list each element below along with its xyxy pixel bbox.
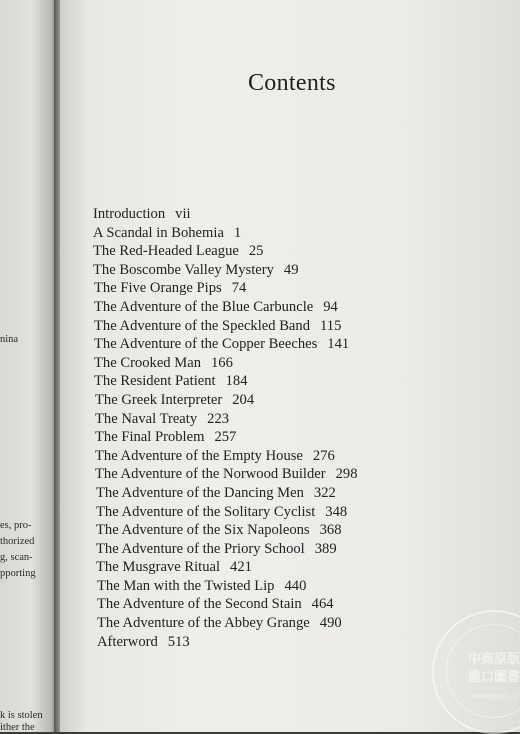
watermark-line-1: 中商原版 bbox=[467, 652, 520, 667]
toc-entry bbox=[94, 354, 513, 373]
toc-entry bbox=[93, 205, 513, 224]
toc-entry-page: 166 bbox=[211, 354, 233, 371]
toc-entry-page: 94 bbox=[323, 298, 338, 315]
toc-entry bbox=[94, 317, 513, 336]
toc-entry-page: 464 bbox=[311, 596, 334, 613]
toc-entry bbox=[96, 503, 513, 522]
toc-entry-page: 74 bbox=[231, 280, 247, 297]
toc-entry bbox=[96, 558, 513, 577]
toc-entry-page: 348 bbox=[325, 503, 348, 520]
toc-entry-title: The Naval Treaty bbox=[95, 410, 198, 427]
toc-entry-title: The Adventure of the Dancing Men bbox=[96, 484, 304, 501]
toc-entry-title: The Resident Patient bbox=[94, 373, 216, 390]
left-page bbox=[0, 0, 58, 732]
toc-entry-title: The Adventure of the Abbey Grange bbox=[97, 615, 310, 632]
left-page-text-fragment: g, scan- bbox=[0, 552, 33, 563]
toc-entry-page: 204 bbox=[232, 391, 255, 408]
left-page-text-fragment: es, pro- bbox=[0, 520, 32, 531]
toc-entry bbox=[95, 391, 513, 410]
page-title: Contents bbox=[248, 70, 336, 96]
toc-entry-title: The Adventure of the Copper Beeches bbox=[94, 336, 318, 353]
toc-entry-page: 421 bbox=[230, 559, 252, 576]
toc-entry bbox=[94, 279, 513, 298]
left-page-text-fragment: pporting bbox=[0, 568, 36, 579]
toc-entry bbox=[96, 484, 513, 503]
toc-entry bbox=[93, 224, 513, 243]
toc-entry-page: vii bbox=[175, 206, 191, 222]
toc-entry-title: The Final Problem bbox=[95, 429, 205, 446]
toc-entry-page: 490 bbox=[319, 615, 342, 632]
toc-entry bbox=[95, 410, 513, 429]
toc-entry-page: 1 bbox=[233, 224, 242, 241]
toc-entry bbox=[94, 335, 513, 354]
toc-entry bbox=[93, 261, 513, 280]
toc-entry bbox=[94, 298, 513, 317]
toc-entry-page: 389 bbox=[314, 540, 337, 557]
table-of-contents bbox=[93, 205, 513, 651]
left-page-text-fragment: nina bbox=[0, 334, 19, 345]
toc-entry-title: The Musgrave Ritual bbox=[96, 559, 221, 576]
toc-entry-title: A Scandal in Bohemia bbox=[93, 224, 224, 241]
toc-entry-page: 276 bbox=[312, 447, 335, 464]
toc-entry-title: The Greek Interpreter bbox=[95, 391, 223, 408]
toc-entry-page: 141 bbox=[327, 336, 350, 353]
toc-entry-page: 298 bbox=[335, 466, 358, 483]
toc-entry-title: The Adventure of the Empty House bbox=[95, 447, 303, 464]
toc-entry-page: 322 bbox=[313, 484, 336, 501]
left-page-text-fragment: k is stolen bbox=[0, 710, 43, 721]
toc-entry-page: 513 bbox=[167, 633, 190, 650]
toc-entry-title: Introduction bbox=[93, 206, 166, 222]
watermark-line-2: 進口圖書 bbox=[467, 670, 520, 685]
toc-entry bbox=[94, 372, 513, 391]
toc-entry-title: The Man with the Twisted Lip bbox=[97, 577, 275, 594]
toc-entry bbox=[97, 595, 513, 614]
toc-entry-title: The Crooked Man bbox=[94, 354, 201, 371]
toc-entry-title: The Adventure of the Norwood Builder bbox=[95, 466, 326, 483]
toc-entry bbox=[96, 540, 513, 559]
toc-entry bbox=[97, 577, 513, 596]
left-page-text-fragment: thorized bbox=[0, 536, 35, 547]
toc-entry-title: The Adventure of the Second Stain bbox=[97, 596, 302, 613]
toc-entry-title: The Adventure of the Blue Carbuncle bbox=[94, 298, 314, 315]
toc-entry-page: 440 bbox=[284, 577, 307, 594]
right-page bbox=[60, 0, 520, 732]
left-page-text-fragment: ither the bbox=[0, 722, 35, 732]
toc-entry bbox=[96, 521, 513, 540]
toc-entry-title: The Five Orange Pips bbox=[94, 280, 222, 297]
toc-entry bbox=[93, 242, 513, 261]
toc-entry-page: 223 bbox=[207, 410, 230, 427]
toc-entry-title: The Boscombe Valley Mystery bbox=[93, 261, 274, 278]
toc-entry bbox=[95, 465, 513, 484]
toc-entry bbox=[95, 447, 513, 466]
toc-entry-page: 257 bbox=[214, 429, 237, 446]
toc-entry-page: 184 bbox=[225, 373, 248, 390]
toc-entry-title: The Red-Headed League bbox=[93, 243, 239, 260]
watermark-ring-text: 中華商務貿易公司 bbox=[469, 694, 518, 701]
toc-entry-title: The Adventure of the Speckled Band bbox=[94, 317, 311, 334]
toc-entry-title: The Adventure of the Six Napoleons bbox=[96, 522, 310, 539]
toc-entry-title: The Adventure of the Solitary Cyclist bbox=[96, 503, 316, 520]
toc-entry-page: 115 bbox=[320, 317, 342, 334]
toc-entry-page: 49 bbox=[283, 261, 299, 278]
toc-entry-title: The Adventure of the Priory School bbox=[96, 540, 305, 557]
toc-entry-title: Afterword bbox=[97, 633, 158, 650]
toc-entry bbox=[95, 428, 513, 447]
toc-entry-page: 25 bbox=[248, 243, 264, 260]
toc-entry-page: 368 bbox=[319, 522, 342, 539]
